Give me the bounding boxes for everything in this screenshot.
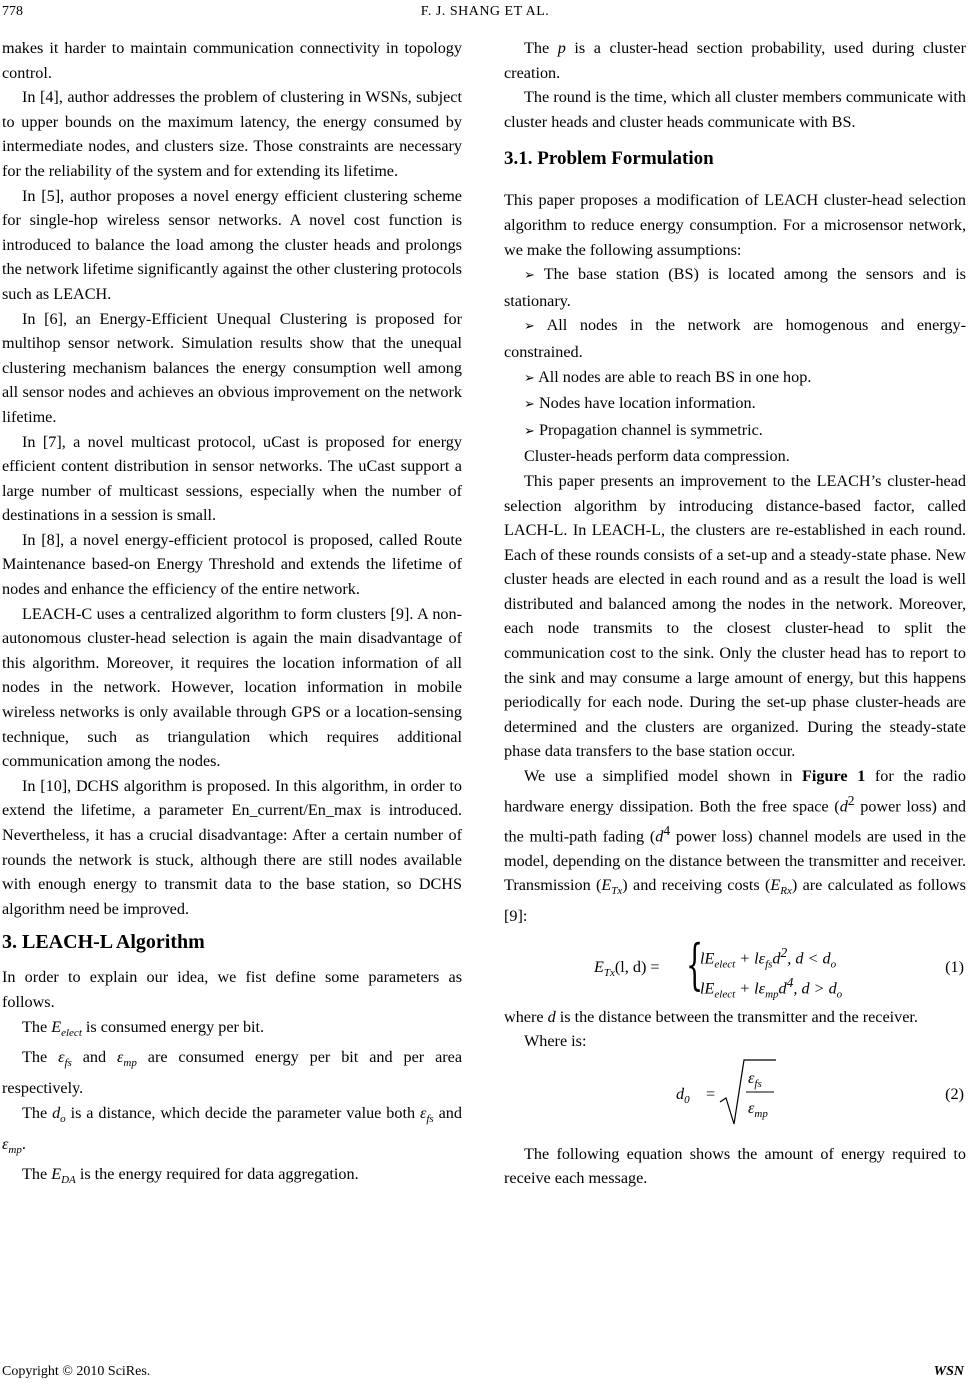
paragraph: In order to explain our idea, we fist define some parameters as follows. bbox=[2, 968, 462, 1011]
running-authors: F. J. SHANG ET AL. bbox=[420, 4, 550, 19]
assumption-item: ➢ All nodes are able to reach BS in one hop. bbox=[524, 367, 812, 386]
equals-sign: = bbox=[706, 1084, 716, 1103]
definition-p: The p is a cluster-head section probability, used during cluster creation. bbox=[504, 39, 967, 82]
fraction-denominator: $\varepsilon_{mp}$ bbox=[748, 1098, 768, 1121]
paragraph: Where is: bbox=[524, 1032, 587, 1051]
assumption-item: ➢ All nodes in the network are homogenous and energy-constrained. bbox=[504, 316, 967, 361]
equation-1-case-1: $lE_{elect} + l\varepsilon_{fs}d^2$, $d < d_o$ bbox=[700, 944, 837, 971]
assumption-item: ➢ Propagation channel is symmetric. bbox=[524, 420, 763, 439]
paragraph: This paper proposes a modification of LEACH cluster-head selection algorithm to reduce energy consumption. For a microsensor network, we make the following assumptions: bbox=[504, 191, 966, 259]
equation-2 bbox=[504, 1056, 966, 1132]
paragraph: In [6], an Energy-Efficient Unequal Clustering is proposed for multihop sensor network. Simulation results show that the unequal clustering mechanism balances the energy consumption well among all sensor nodes and achieves an obvious improvement on the network lifetime. bbox=[2, 309, 462, 426]
assumption-item: ➢ The base station (BS) is located among the sensors and is stationary. bbox=[504, 265, 966, 310]
paragraph: where d is the distance between the transmitter and the receiver. bbox=[504, 1007, 918, 1026]
equation-1-case-2: $lE_{elect} + l\varepsilon_{mp}d^4$, $d > d_o$ bbox=[700, 974, 843, 1001]
assumption-item: ➢ Nodes have location information. bbox=[524, 394, 756, 413]
definition-epsilon: The $\varepsilon_{fs}$ and $\varepsilon_{mp}$ are consumed energy per bit and per area respectively. bbox=[2, 1048, 463, 1098]
equation-2-lhs: $d_0$ bbox=[676, 1084, 690, 1107]
paragraph: In [10], DCHS algorithm is proposed. In this algorithm, in order to extend the lifetime, a parameter En_current/En_max is introduced. Nevertheless, it has a crucial disadvantage: After a certain number of rounds the network is stuck, although there are still nodes available with enough energy to transmit data to the base station, so DCHS algorithm need be improved. bbox=[2, 776, 462, 918]
paragraph: In [4], author addresses the problem of clustering in WSNs, subject to upper bounds on the maximum latency, the energy consumed by intermediate nodes, and clusters size. Those constraints are necessary for the reliability of the system and for extending its lifetime. bbox=[2, 88, 462, 180]
definition-d-o: The $d_o$ is a distance, which decide the parameter value both $\varepsilon_{fs}$ and $\varepsilon_{mp}$. bbox=[2, 1103, 462, 1156]
paragraph: In [8], a novel energy-efficient protocol is proposed, called Route Maintenance based-on Energy Threshold and extends the lifetime of nodes and enhance the efficiency of the entire network. bbox=[2, 530, 462, 599]
figure-reference: Figure 1 bbox=[802, 767, 866, 786]
equation-number: (1) bbox=[945, 957, 964, 976]
journal-name: WSN bbox=[933, 1364, 964, 1379]
paragraph: makes it harder to maintain communication connectivity in topology control. bbox=[2, 39, 462, 82]
equation-1-lhs: $E_{Tx}(l$, d) = bbox=[594, 957, 660, 979]
paragraph: We use a simplified model shown in Figure 1 for the radio hardware energy dissipation. Both the free space ($d^2$ power loss) and the multi-path fading ($d^4$ power loss) channel models are used in the model, depending on the distance between the transmitter and receiver. Transmission $(E_{Tx})$ and receiving costs $(E_{Rx})$ are calculated as follows [9]: bbox=[504, 767, 967, 926]
paragraph: This paper presents an improvement to the LEACH’s cluster-head selection algorithm by introducing distance-based factor, called LACH-L. In LEACH-L, the clusters are re-established in each round. Each of these rounds consists of a set-up and a steady-state phase. New cluster heads are elected in each round and as a result the load is well distributed and balanced among the nodes in the network. Moreover, each node transmits to the closest cluster-head to split the communication cost to the sink. Only the cluster head has to report to the sink and may consume a large amount of energy, but this happens periodically for each node. During the set-up phase cluster-heads are determined and the clusters are organized. During the steady-state phase data transfers to the base station occur. bbox=[504, 471, 966, 761]
subsection-title: 3.1. Problem Formulation bbox=[504, 148, 714, 170]
fraction-numerator: $\varepsilon_{fs}$ bbox=[748, 1068, 762, 1091]
paragraph: The round is the time, which all cluster members communicate with cluster heads and cluster heads communicate with BS. bbox=[504, 88, 966, 131]
definition-e-elect: The $E_{elect}$ is consumed energy per bit. bbox=[22, 1017, 265, 1039]
equation-1 bbox=[504, 932, 966, 1001]
left-column bbox=[2, 36, 462, 1193]
running-header bbox=[0, 0, 970, 24]
page-number: 778 bbox=[2, 4, 23, 19]
left-brace: { bbox=[686, 932, 704, 996]
paragraph: LEACH-C uses a centralized algorithm to form clusters [9]. A non-autonomous cluster-head selection is again the main disadvantage of this algorithm. Moreover, it requires the location information of all nodes in the network. However, location information in mobile wireless networks is only available through GPS or a location-sensing technique, such as triangulation which requires additional communication among the nodes. bbox=[2, 604, 462, 771]
equation-number: (2) bbox=[945, 1084, 964, 1103]
paragraph: The following equation shows the amount of energy required to receive each message. bbox=[504, 1144, 966, 1188]
copyright: Copyright © 2010 SciRes. bbox=[2, 1364, 151, 1379]
section-title: 3. LEACH-L Algorithm bbox=[2, 931, 205, 954]
definition-e-da: The $E_{DA}$ is the energy required for data aggregation. bbox=[22, 1165, 359, 1187]
paragraph: Cluster-heads perform data compression. bbox=[524, 447, 790, 466]
paragraph: In [5], author proposes a novel energy efficient clustering scheme for single-hop wireless sensor networks. A novel cost function is introduced to balance the load among the cluster heads and prolongs the network lifetime significantly against the other clustering protocols such as LEACH. bbox=[2, 186, 462, 303]
paragraph: In [7], a novel multicast protocol, uCast is proposed for energy efficient content distribution in sensor networks. The uCast support a large number of multicast sessions, especially when the number of destinations in a session is small. bbox=[2, 432, 462, 525]
right-column bbox=[504, 36, 966, 1191]
